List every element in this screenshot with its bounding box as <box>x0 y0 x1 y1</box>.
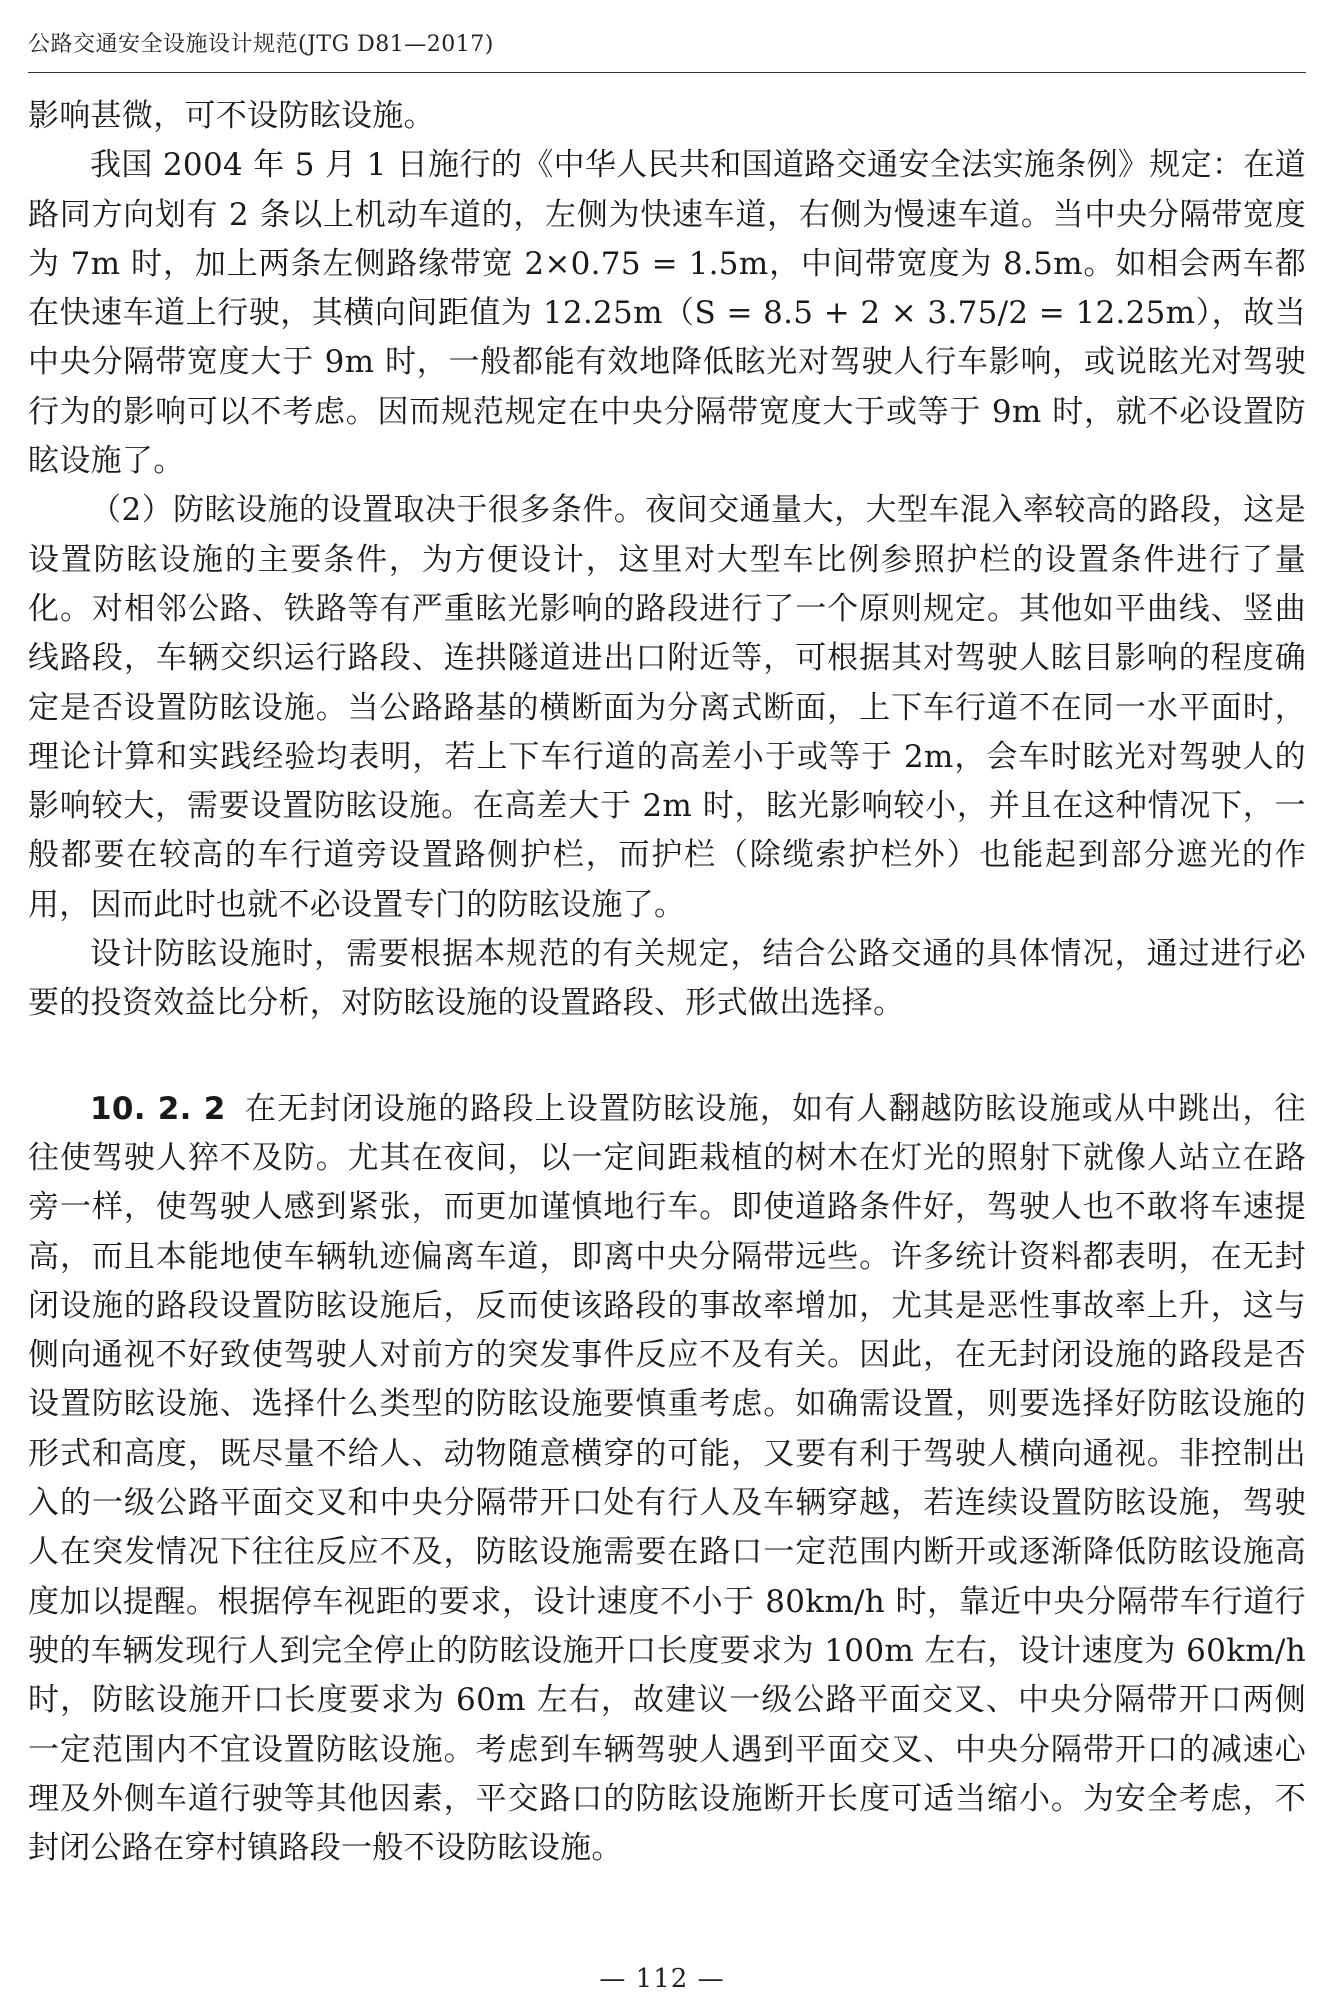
header-title: 公路交通安全设施设计规范(JTG D81—2017) <box>28 32 494 57</box>
section-spacer <box>28 1029 1306 1085</box>
section-text: 在无封闭设施的路段上设置防眩设施，如有人翻越防眩设施或从中跳出，往往使驾驶人猝不及防。尤其在夜间，以一定间距栽植的树木在灯光的照射下就像人站立在路旁一样，使驾驶人感到紧张，而更加谨慎地行车。即使道路条件好，驾驶人也不敢将车速提高，而且本能地使车辆轨迹偏离车道，即离中央分隔带远些。许多统计资料都表明，在无封闭设施的路段设置防眩设施后，反而使该路段的事故率增加，尤其是恶性事故率上升，这与侧向通视不好致使驾驶人对前方的突发事件反应不及有关。因此，在无封闭设施的路段是否设置防眩设施、选择什么类型的防眩设施要慎重考虑。如确需设置，则要选择好防眩设施的形式和高度，既尽量不给人、动物随意横穿的可能，又要有利于驾驶人横向通视。非控制出入的一级公路平面交叉和中央分隔带开口处有行人及车辆穿越，若连续设置防眩设施，驾驶人在突发情况下往往反应不及，防眩设施需要在路口一定范围内断开或逐渐降低防眩设施高度加以提醒。根据停车视距的要求，设计速度不小于 80km/h 时，靠近中央分隔带车行道行驶的车辆发现行人到完全停止的防眩设施开口长度要求为 100m 左右，设计速度为 60km/h 时，防眩设施开口长度要求为 60m 左右，故建议一级公路平面交叉、中央分隔带开口两侧一定范围内不宜设置防眩设施。考虑到车辆驾驶人遇到平面交叉、中央分隔带开口的减速心理及外侧车道行驶等其他因素，平交路口的防眩设施断开长度可适当缩小。为安全考虑，不封闭公路在穿村镇路段一般不设防眩设施。 <box>28 1090 1306 1867</box>
running-header <box>28 28 1306 73</box>
page-number: — 112 — <box>599 1964 725 1994</box>
paragraph-design: 设计防眩设施时，需要根据本规范的有关规定，结合公路交通的具体情况，通过进行必要的投资效益比分析，对防眩设施的设置路段、形式做出选择。 <box>28 936 1306 1022</box>
page-body <box>28 92 1306 1873</box>
section-10-2-2 <box>28 1085 1306 1874</box>
paragraph-regulation: 我国 2004 年 5 月 1 日施行的《中华人民共和国道路交通安全法实施条例》规定：在道路同方向划有 2 条以上机动车道的，左侧为快速车道，右侧为慢速车道。当中央分隔带宽度为 7m 时，加上两条左侧路缘带宽 2×0.75 = 1.5m，中间带宽度为 8.5m。如相会两车都在快速车道上行驶，其横向间距值为 12.25m（S = 8.5 + 2 × 3.75/2 = 12.25m），故当中央分隔带宽度大于 9m 时，一般都能有效地降低眩光对驾驶人行车影响，或说眩光对驾驶行为的影响可以不考虑。因而规范规定在中央分隔带宽度大于或等于 9m 时，就不必设置防眩设施了。 <box>28 147 1306 480</box>
paragraph-continuation: 影响甚微，可不设防眩设施。 <box>28 98 435 134</box>
section-number: 10. 2. 2 <box>90 1090 226 1127</box>
paragraph-conditions: （2）防眩设施的设置取决于很多条件。夜间交通量大，大型车混入率较高的路段，这是设置防眩设施的主要条件，为方便设计，这里对大型车比例参照护栏的设置条件进行了量化。对相邻公路、铁路等有严重眩光影响的路段进行了一个原则规定。其他如平曲线、竖曲线路段，车辆交织运行路段、连拱隧道进出口附近等，可根据其对驾驶人眩目影响的程度确定是否设置防眩设施。当公路路基的横断面为分离式断面，上下车行道不在同一水平面时，理论计算和实践经验均表明，若上下车行道的高差小于或等于 2m，会车时眩光对驾驶人的影响较大，需要设置防眩设施。在高差大于 2m 时，眩光影响较小，并且在这种情况下，一般都要在较高的车行道旁设置路侧护栏，而护栏（除缆索护栏外）也能起到部分遮光的作用，因而此时也就不必设置专门的防眩设施了。 <box>28 492 1306 923</box>
